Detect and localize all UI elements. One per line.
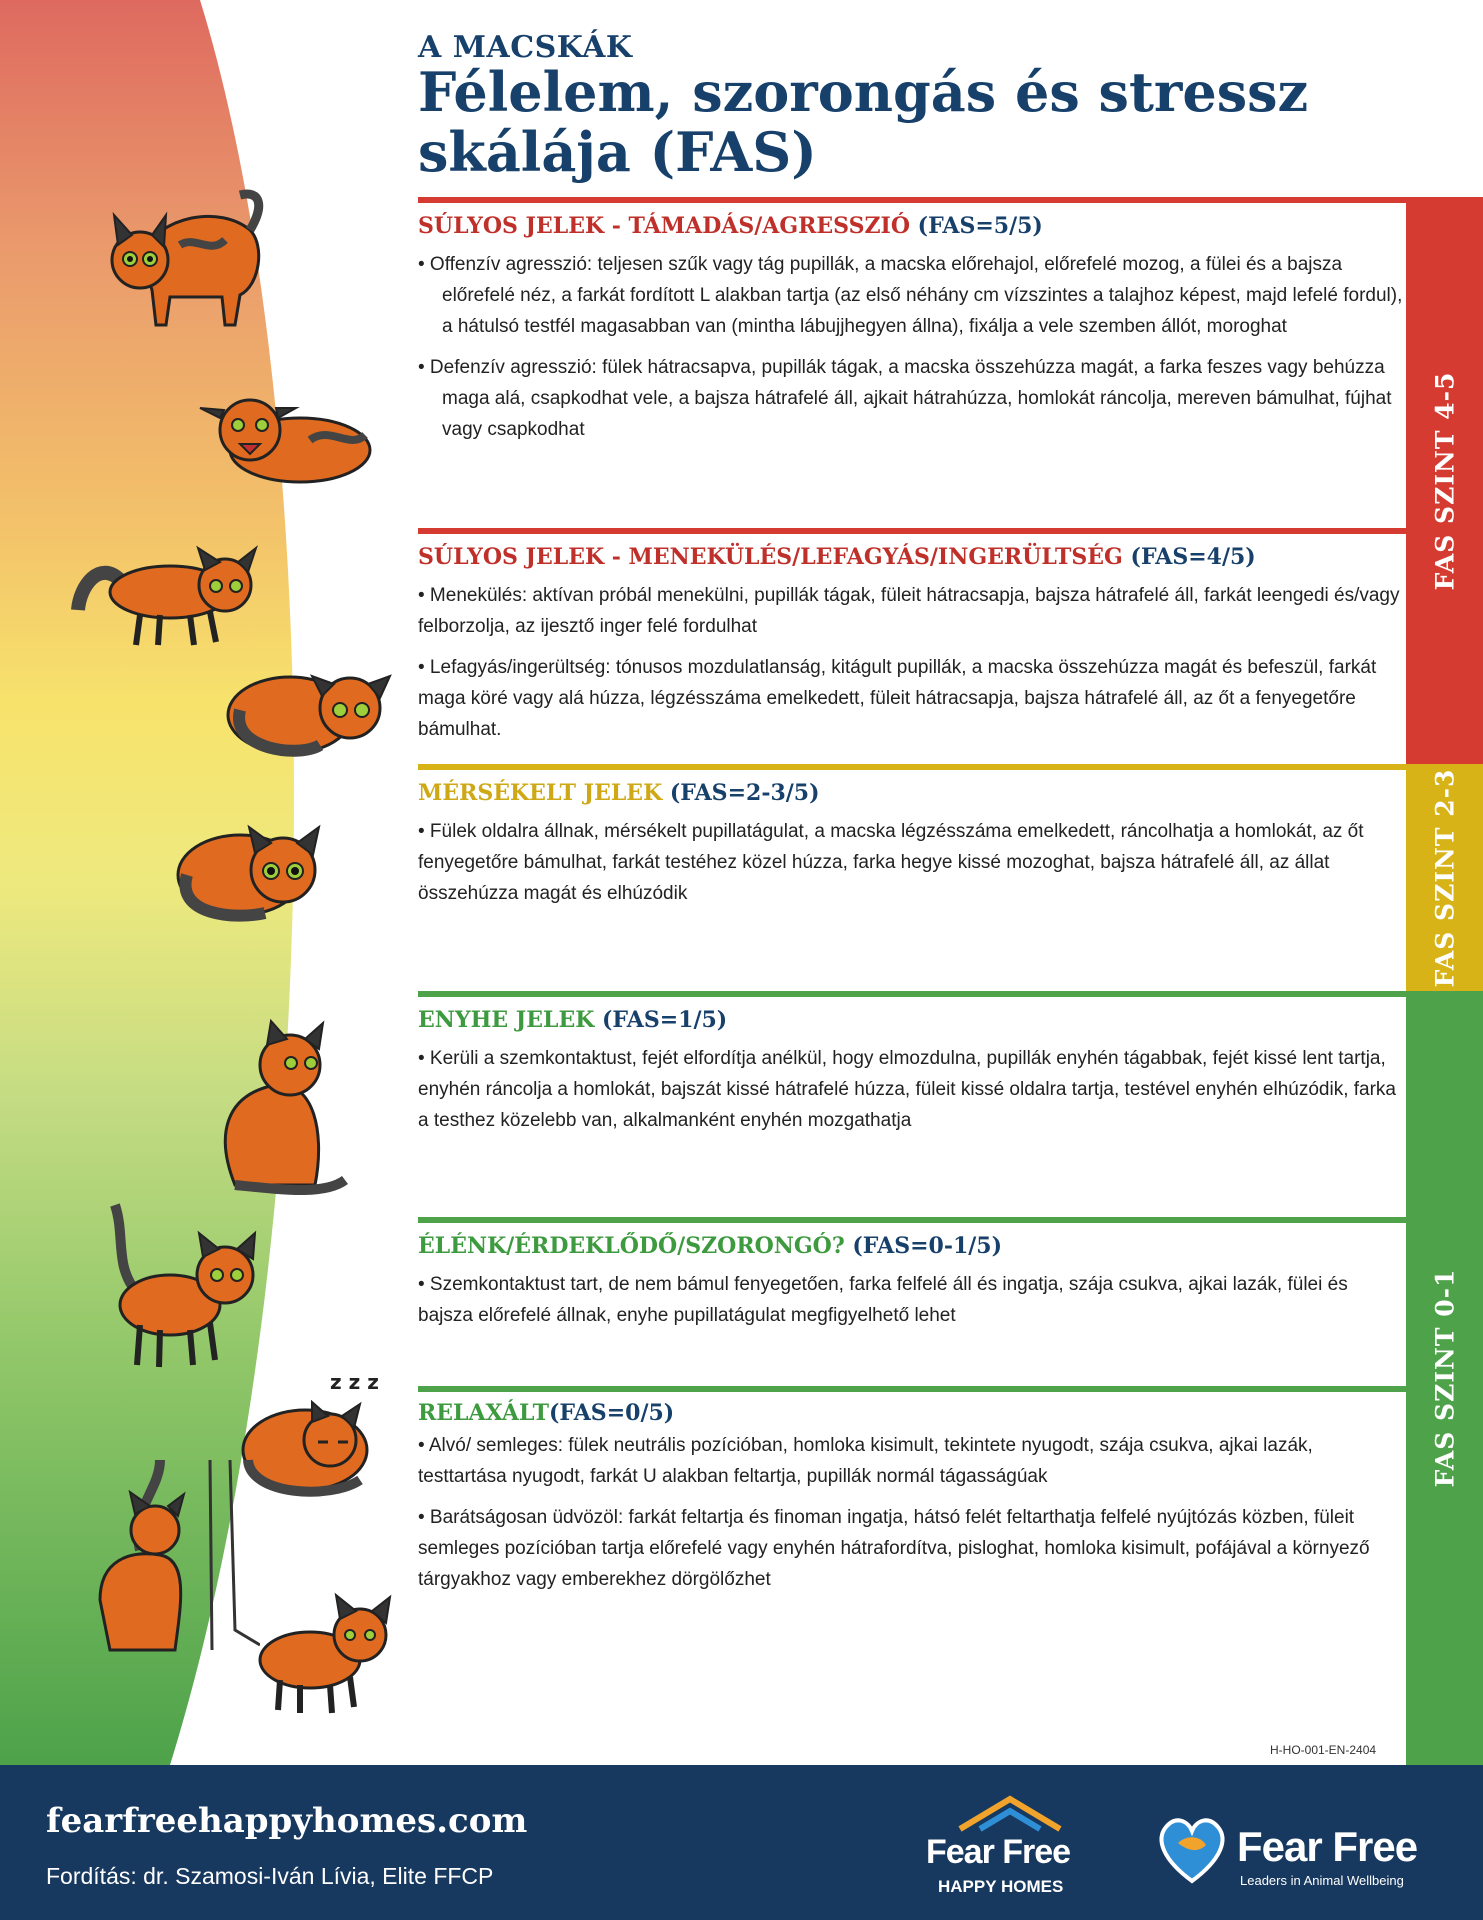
header-subtitle: A MACSKÁK (418, 30, 633, 65)
house-roof-icon (950, 1793, 1070, 1833)
bullet-sleeping: • Alvó/ semleges: fülek neutrális pozícióban, homloka kisimult, tekintete nyugodt, szája csukva, ajkai lazák, testtartása nyugodt, farkát U alakban feltartja, pupillák normál tágasságúak (418, 1435, 1313, 1487)
bullet-mild: • Kerüli a szemkontaktust, fejét elfordítja anélkül, hogy elmozdulna, pupillák enyhén tágabbak, fejét kissé lent tartja, enyhén ráncolja a homlokát, bajszát kissé hátrafelé húzza, füleit kissé oldalra tartja, testével enyhén elhúzódik, farka a testhez közelebb van, alkalmanként enyhén mozgathatja (418, 1048, 1396, 1131)
level-label: FAS SZINT 2-3 (1430, 768, 1459, 987)
level-label: FAS SZINT 0-1 (1430, 1268, 1459, 1488)
cat-mild-icon (195, 1015, 355, 1195)
cat-relaxed-icon (250, 1585, 400, 1715)
section-title: SÚLYOS JELEK - MENEKÜLÉS/LEFAGYÁS/INGERÜLTSÉG (FAS=4/5) (418, 544, 1256, 570)
section-title: ÉLÉNK/ÉRDEKLŐDŐ/SZORONGÓ? (FAS=0-1/5) (418, 1233, 1003, 1259)
bullet-alert: • Szemkontaktust tart, de nem bámul fenyegetően, farka felfelé áll és ingatja, szája csukva, ajkai lazák, fülei és bajsza előrefelé állnak, enyhe pupillatágulat megfigyelhető lehet (418, 1274, 1348, 1326)
section-mild (418, 991, 1406, 1136)
bullet-greeting: • Barátságosan üdvözöl: farkát feltartja és finoman ingatja, hátsó felét feltarthatja felfelé nyújtózás közben, füleit semleges pozícióban tartja előrefelé vagy enyhén hátrafordítva, pisloghat, homloka kisimult, pofájával a környező tárgyakhoz vagy emberekhez dörgölőzhet (418, 1507, 1370, 1590)
section-bar (418, 1217, 1406, 1223)
level-column-2-3 (1406, 764, 1483, 991)
section-title: SÚLYOS JELEK - TÁMADÁS/AGRESSZIÓ (FAS=5/5) (418, 213, 1043, 239)
level-label: FAS SZINT 4-5 (1430, 371, 1459, 590)
section-bar (418, 197, 1406, 203)
cat-defensive-icon (190, 380, 380, 490)
section-title: RELAXÁLT(FAS=0/5) (418, 1400, 675, 1426)
section-attack-aggression (418, 197, 1406, 445)
cat-freezing-icon (210, 650, 400, 760)
website-link[interactable]: fearfreehappyhomes.com (46, 1801, 528, 1841)
translation-credit: Fordítás: dr. Szamosi-Iván Lívia, Elite FFCP (46, 1863, 494, 1889)
fear-free-logo: Fear Free Leaders in Animal Wellbeing (1152, 1789, 1462, 1899)
section-bar (418, 991, 1406, 997)
footer (0, 1765, 1483, 1920)
cat-offensive-icon (100, 185, 270, 335)
fear-free-happy-homes-logo: Fear Free HAPPY HOMES (920, 1793, 1100, 1903)
heart-logo-icon (1152, 1809, 1232, 1889)
level-column-0-1 (1406, 991, 1483, 1765)
section-bar (418, 1386, 1406, 1392)
bullet-freeze: • Lefagyás/ingerültség: tónusos mozdulatlanság, kitágult pupillák, a macska összehúzza magát és befeszül, farkát maga köré vagy alá húzza, légzésszáma emelkedett, füleit hátracsapja, bajsza hátrafelé áll, az őt a fenyegetőre bámulhat. (418, 657, 1377, 740)
section-title: MÉRSÉKELT JELEK (FAS=2-3/5) (418, 780, 820, 806)
section-bar (418, 764, 1406, 770)
cat-alert-icon (95, 1195, 275, 1375)
sleep-zzz-text: z z z (330, 1370, 379, 1394)
bullet-offensive: • Offenzív agresszió: teljesen szűk vagy tág pupillák, a macska előrehajol, előrefelé mozog, a fülei és a bajsza előrefelé néz, a farkát fordított L alakban tartja (az első néhány cm vízszintes a talajhoz képest, majd lefelé fordul), a hátulsó testfél magasabban van (mintha lábujjhegyen állna), fixálja a vele szemben állót, moroghat (418, 254, 1403, 337)
cat-moderate-icon (165, 805, 345, 925)
cat-greeting-icon (60, 1450, 260, 1660)
section-bar (418, 528, 1406, 534)
cat-fleeing-icon (70, 530, 270, 650)
document-code: H-HO-001-EN-2404 (1270, 1743, 1377, 1757)
section-relaxed (418, 1386, 1406, 1595)
page-title: Félelem, szorongás és stressz skálája (FAS) (418, 60, 1309, 184)
section-moderate (418, 764, 1406, 909)
bullet-moderate: • Fülek oldalra állnak, mérsékelt pupillatágulat, a macska légzésszáma emelkedett, ráncolhatja a homlokát, az őt fenyegetőre bámulhat, farkát testéhez közel húzza, farka hegye kissé mozoghat, bajsza hátrafelé áll, az állat összehúzza magát és elhúzódik (418, 821, 1364, 904)
bullet-flee: • Menekülés: aktívan próbál menekülni, pupillák tágak, füleit hátracsapja, bajsza hátrafelé áll, farkát leengedi és/vagy felborzolja, az ijesztő inger felé fordulhat (418, 585, 1400, 637)
section-flee-freeze (418, 528, 1406, 745)
bullet-defensive: • Defenzív agresszió: fülek hátracsapva, pupillák tágak, a macska összehúzza magát, a farka feszes vagy behúzza maga alá, csapkodhat vele, a bajsza hátrafelé áll, ajkait hátrahúzza, homlokát ráncolja, mereven bámulhat, fújhat vagy csapkodhat (418, 357, 1392, 440)
section-alert (418, 1217, 1406, 1331)
section-title: ENYHE JELEK (FAS=1/5) (418, 1007, 728, 1033)
level-column-4-5 (1406, 197, 1483, 764)
